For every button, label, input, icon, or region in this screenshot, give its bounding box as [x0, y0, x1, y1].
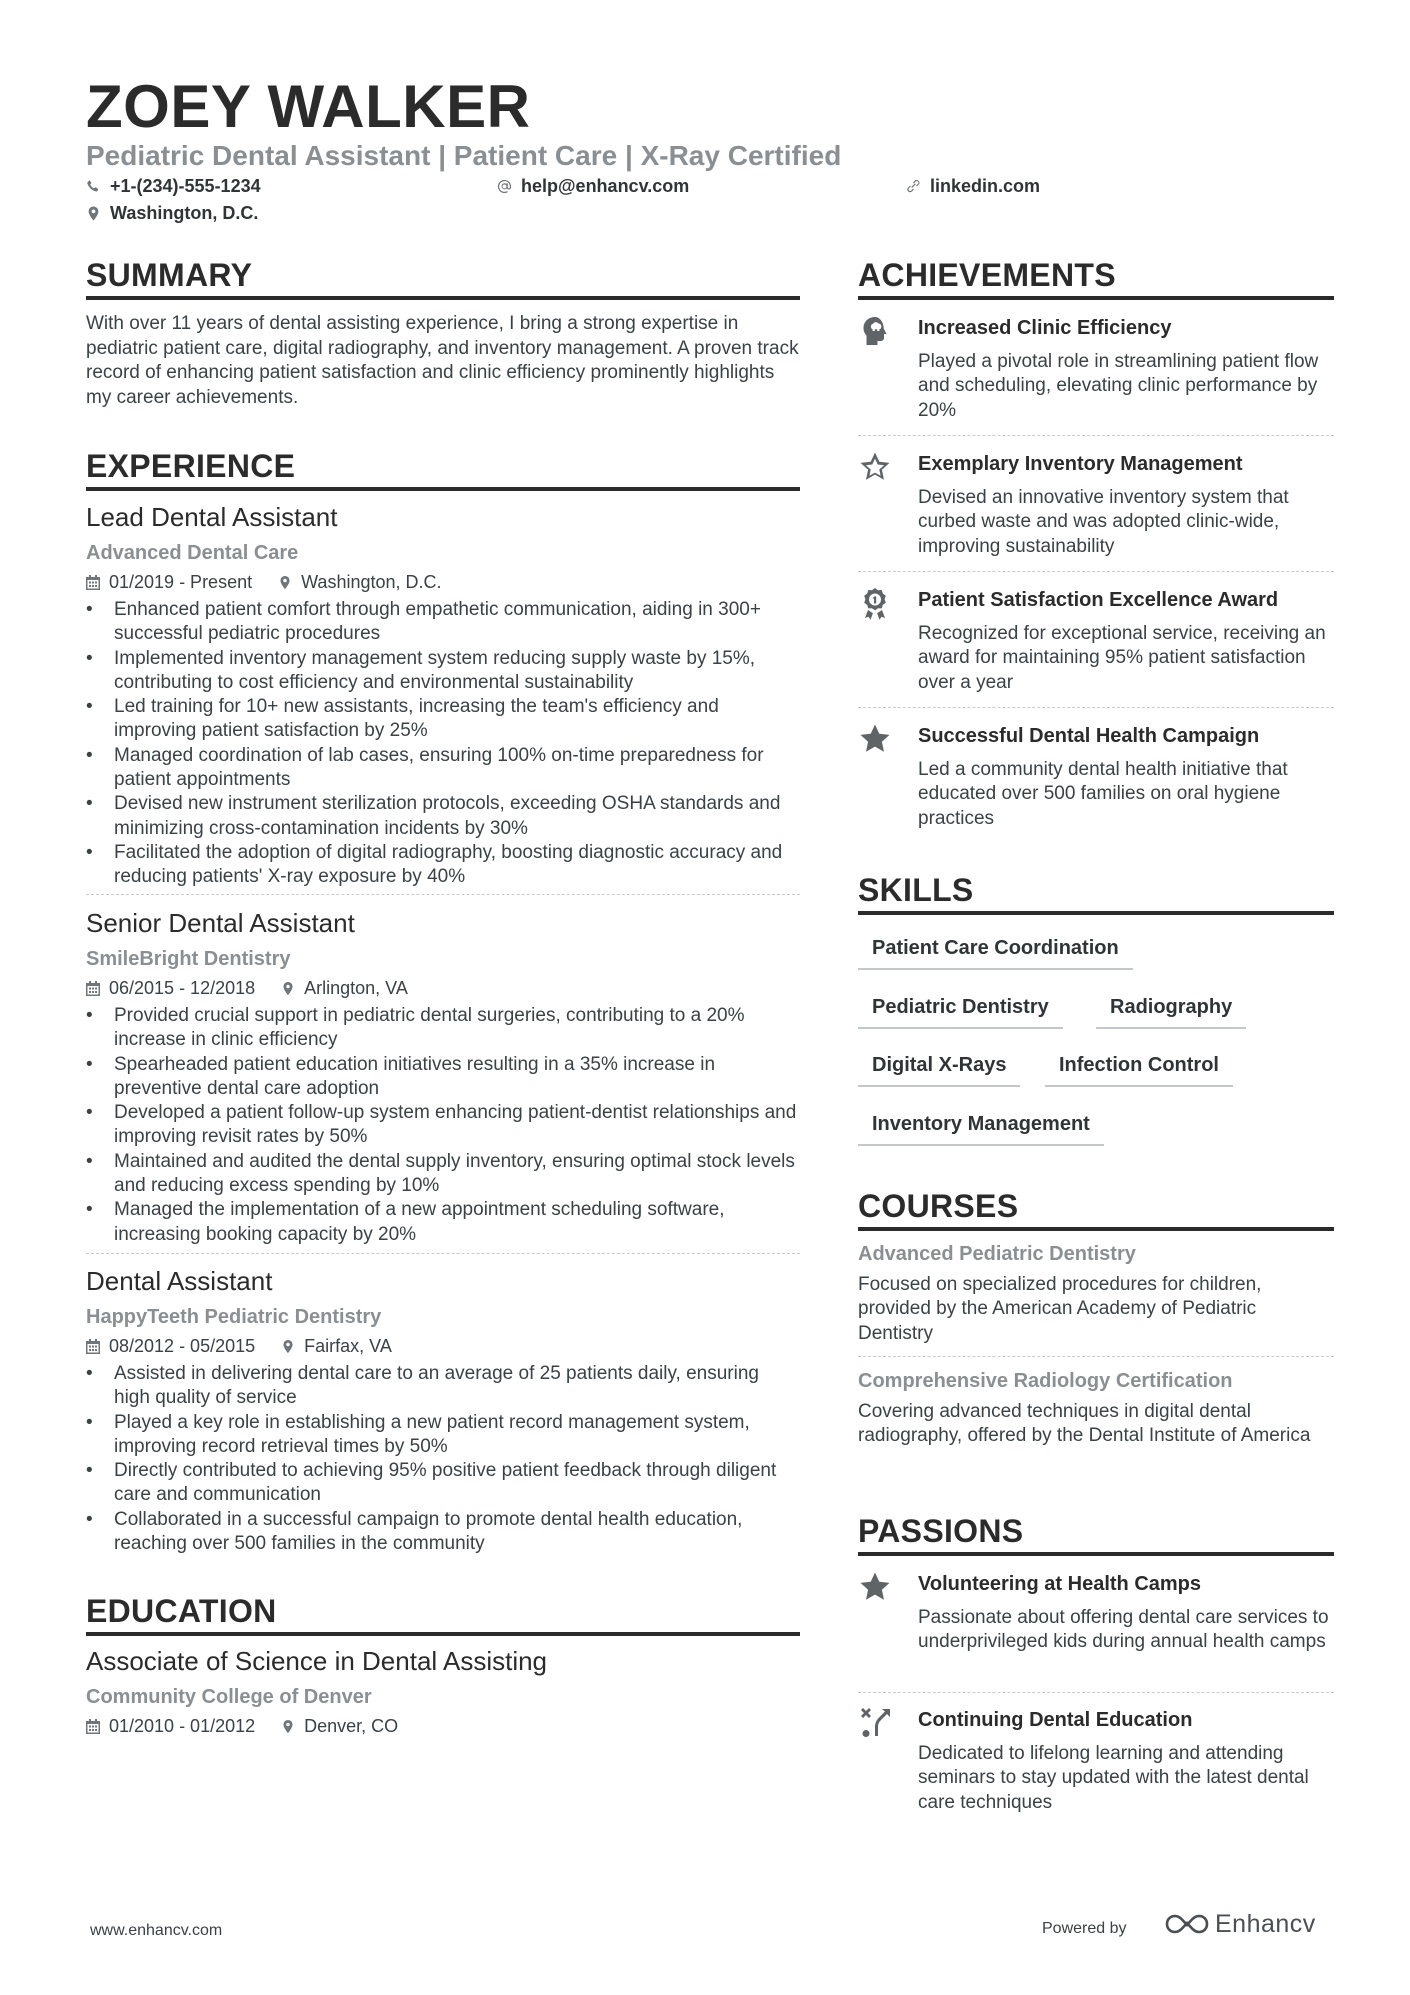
job-title: Lead Dental Assistant	[86, 502, 338, 532]
education-heading: EDUCATION	[86, 1593, 277, 1629]
course-divider	[858, 1356, 1334, 1357]
bullet-item: • Implemented inventory management system reducing supply waste by 15%, contributing to cost efficiency and environmental sustainability	[86, 647, 800, 696]
job-bullets	[86, 598, 800, 890]
passion-title: Volunteering at Health Camps	[918, 1573, 1202, 1595]
bullet-item: • Assisted in delivering dental care to an average of 25 patients daily, ensuring high quality of service	[86, 1362, 800, 1411]
achievement-divider	[858, 707, 1334, 708]
award-badge-icon	[858, 586, 892, 620]
job-entry	[86, 1264, 800, 1556]
bullet-item: • Facilitated the adoption of digital radiography, boosting diagnostic accuracy and reducing patients' X-ray exposure by 40%	[86, 841, 800, 890]
bullet-item: • Managed the implementation of a new appointment scheduling software, increasing booking capacity by 20%	[86, 1198, 800, 1247]
achievement-divider	[858, 435, 1334, 436]
enhancv-logo[interactable]	[1163, 1908, 1316, 1940]
job-title: Dental Assistant	[86, 1266, 273, 1296]
entry-divider	[86, 894, 800, 895]
job-location	[281, 976, 408, 1000]
calendar-icon	[86, 1719, 100, 1734]
achievement-desc: Recognized for exceptional service, receiving an award for maintaining 95% patient satisfaction over a year	[918, 623, 1326, 693]
infinity-logo-icon	[1163, 1910, 1211, 1938]
contact-link[interactable]	[906, 174, 1040, 198]
summary-divider	[86, 296, 800, 300]
skill-tag: Radiography	[1096, 993, 1246, 1029]
bullet-item: • Played a key role in establishing a new patient record management system, improving record retrieval times by 50%	[86, 1411, 800, 1460]
contact-location-text: Washington, D.C.	[110, 203, 259, 223]
phone-icon	[86, 179, 101, 194]
job-dates: 01/2019 - Present	[109, 572, 253, 592]
education-dates: 01/2010 - 01/2012	[109, 1716, 256, 1736]
calendar-icon	[86, 1339, 100, 1354]
footer-website[interactable]: www.enhancv.com	[90, 1922, 223, 1939]
courses-divider	[858, 1227, 1334, 1231]
footer-powered-by: Powered by	[1042, 1920, 1127, 1937]
strategy-icon	[858, 1706, 892, 1740]
job-meta	[86, 570, 800, 594]
passion-desc: Passionate about offering dental care services to underprivileged kids during annual health camps	[918, 1607, 1329, 1653]
star-outline-icon	[858, 450, 892, 484]
star-icon	[858, 1570, 892, 1604]
job-location-text: Fairfax, VA	[304, 1336, 392, 1356]
achievements-heading: ACHIEVEMENTS	[858, 257, 1116, 293]
skill-tag: Infection Control	[1045, 1051, 1233, 1087]
skills-heading: SKILLS	[858, 872, 974, 908]
location-pin-icon	[86, 206, 101, 221]
bullet-item: • Directly contributed to achieving 95% positive patient feedback through diligent care and communication	[86, 1459, 800, 1508]
star-icon	[858, 722, 892, 756]
contact-phone[interactable]	[86, 174, 261, 198]
degree-title: Associate of Science in Dental Assisting	[86, 1646, 548, 1676]
entry-divider	[86, 1253, 800, 1254]
contact-email-text: help@enhancv.com	[521, 176, 690, 196]
bullet-item: • Maintained and audited the dental supply inventory, ensuring optimal stock levels and reducing excess spending by 10%	[86, 1150, 800, 1199]
school-name: Community College of Denver	[86, 1686, 372, 1708]
achievement-title: Successful Dental Health Campaign	[918, 725, 1260, 747]
location-pin-icon	[281, 981, 295, 996]
candidate-name: ZOEY WALKER	[86, 73, 531, 140]
course-title: Comprehensive Radiology Certification	[858, 1370, 1233, 1392]
location-pin-icon	[281, 1339, 295, 1354]
achievement-title: Exemplary Inventory Management	[918, 453, 1243, 475]
skill-tag: Digital X-Rays	[858, 1051, 1020, 1087]
job-bullets	[86, 1362, 800, 1556]
experience-heading: EXPERIENCE	[86, 448, 296, 484]
job-entry	[86, 500, 800, 890]
achievement-desc: Played a pivotal role in streamlining patient flow and scheduling, elevating clinic performance by 20%	[918, 351, 1319, 421]
bullet-item: • Provided crucial support in pediatric dental surgeries, contributing to a 20% increase in clinic efficiency	[86, 1004, 800, 1053]
achievement-title: Increased Clinic Efficiency	[918, 317, 1172, 339]
achievement-title: Patient Satisfaction Excellence Award	[918, 589, 1279, 611]
courses-heading: COURSES	[858, 1188, 1019, 1224]
bullet-item: • Led training for 10+ new assistants, increasing the team's efficiency and improving patient satisfaction by 25%	[86, 695, 800, 744]
bullet-item: • Devised new instrument sterilization protocols, exceeding OSHA standards and minimizing cross-contamination incidents by 30%	[86, 792, 800, 841]
education-location-text: Denver, CO	[304, 1716, 399, 1736]
bullet-item: • Developed a patient follow-up system enhancing patient-dentist relationships and improving revisit rates by 50%	[86, 1101, 800, 1150]
job-meta	[86, 1334, 800, 1358]
passions-divider	[858, 1552, 1334, 1556]
experience-divider	[86, 487, 800, 491]
job-company: HappyTeeth Pediatric Dentistry	[86, 1306, 382, 1328]
bullet-item: • Collaborated in a successful campaign to promote dental health education, reaching over 500 families in the community	[86, 1508, 800, 1557]
course-desc: Covering advanced techniques in digital dental radiography, offered by the Dental Institute of America	[858, 1401, 1311, 1447]
skills-divider	[858, 911, 1334, 915]
education-entry	[86, 1644, 800, 1738]
calendar-icon	[86, 981, 100, 996]
contact-email[interactable]	[497, 174, 689, 198]
location-pin-icon	[281, 1719, 295, 1734]
job-location	[281, 1334, 392, 1358]
footer-brand: Enhancv	[1215, 1910, 1316, 1938]
job-title: Senior Dental Assistant	[86, 908, 355, 938]
skill-tag: Patient Care Coordination	[858, 934, 1133, 970]
skill-tag: Inventory Management	[858, 1110, 1104, 1146]
contact-link-text: linkedin.com	[930, 176, 1041, 196]
contact-location	[86, 201, 258, 225]
job-entry	[86, 906, 800, 1247]
achievement-divider	[858, 571, 1334, 572]
bullet-item: • Spearheaded patient education initiatives resulting in a 35% increase in preventive dental care adoption	[86, 1053, 800, 1102]
achievements-divider	[858, 296, 1334, 300]
achievement-desc: Led a community dental health initiative that educated over 500 families on oral hygiene practices	[918, 759, 1288, 829]
summary-text: With over 11 years of dental assisting experience, I bring a strong expertise in pediatric patient care, digital radiography, and inventory management. A proven track record of enhancing patient satisfaction and clinic efficiency prominently highlights my career achievements.	[86, 313, 799, 408]
job-location-text: Washington, D.C.	[301, 572, 442, 592]
job-company: SmileBright Dentistry	[86, 948, 291, 970]
course-title: Advanced Pediatric Dentistry	[858, 1243, 1136, 1265]
job-dates: 08/2012 - 05/2015	[109, 1336, 256, 1356]
passion-desc: Dedicated to lifelong learning and attending seminars to stay updated with the latest dental care techniques	[918, 1743, 1309, 1813]
skill-tag: Pediatric Dentistry	[858, 993, 1063, 1029]
passion-title: Continuing Dental Education	[918, 1709, 1193, 1731]
education-meta	[86, 1714, 800, 1738]
location-pin-icon	[278, 575, 292, 590]
link-icon	[906, 179, 921, 194]
course-desc: Focused on specialized procedures for children, provided by the American Academy of Pediatric Dentistry	[858, 1274, 1262, 1344]
calendar-icon	[86, 575, 100, 590]
job-bullets	[86, 1004, 800, 1247]
achievement-desc: Devised an innovative inventory system that curbed waste and was adopted clinic-wide, improving sustainability	[918, 487, 1289, 557]
education-location	[281, 1714, 398, 1738]
passion-divider	[858, 1692, 1334, 1693]
passions-heading: PASSIONS	[858, 1513, 1024, 1549]
at-icon	[497, 179, 512, 194]
bullet-item: • Managed coordination of lab cases, ensuring 100% on-time preparedness for patient appointments	[86, 744, 800, 793]
headline: Pediatric Dental Assistant | Patient Care | X-Ray Certified	[86, 140, 842, 171]
job-dates: 06/2015 - 12/2018	[109, 978, 256, 998]
contact-phone-text: +1-(234)-555-1234	[110, 176, 261, 196]
bullet-item: • Enhanced patient comfort through empathetic communication, aiding in 300+ successful pediatric procedures	[86, 598, 800, 647]
job-location	[278, 570, 441, 594]
education-divider	[86, 1632, 800, 1636]
summary-heading: SUMMARY	[86, 257, 253, 293]
job-location-text: Arlington, VA	[304, 978, 408, 998]
job-meta	[86, 976, 800, 1000]
job-company: Advanced Dental Care	[86, 542, 299, 564]
head-icon	[858, 314, 892, 348]
